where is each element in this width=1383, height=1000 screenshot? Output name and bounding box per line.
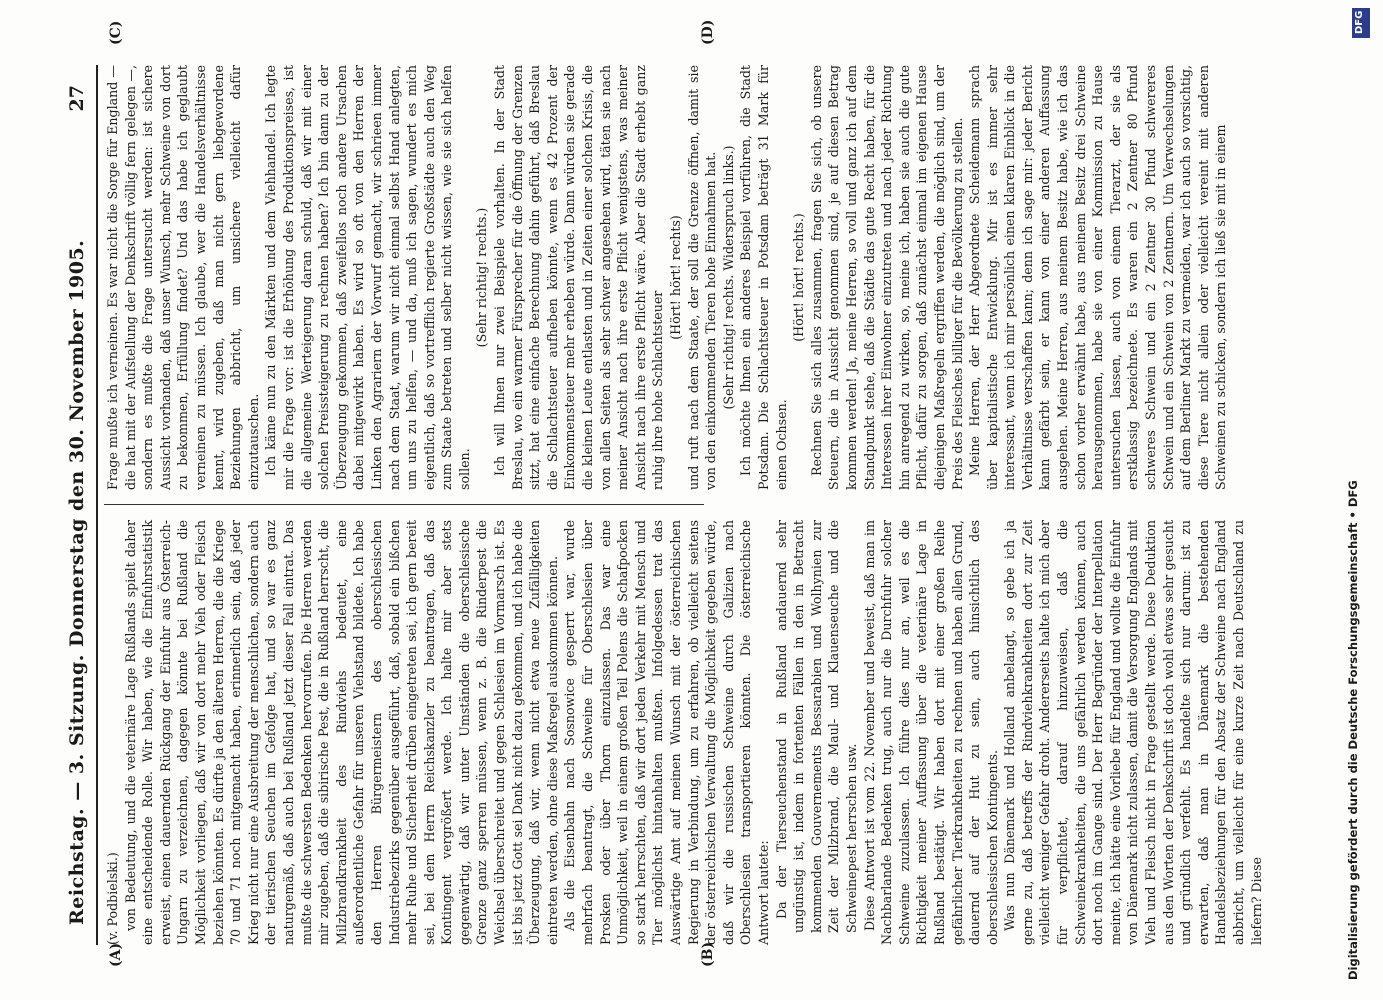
quotation: Da der Tierseuchenstand in Rußland andauernd sehr ungünstig ist, indem in fortenten Fällen in den in Betracht kommenden Gouvernements Bessarabien und Wolhynien zur Zeit der Milzbrand, die Maul- und Klauenseuche und die Schweinepest herrschen usw. <box>773 520 859 933</box>
running-head: Reichstag. — 3. Sitzung. Donnerstag den 30. November 1905. <box>66 239 88 925</box>
paragraph: Frage mußte ich verneinen. Es war nicht die Sorge für England — die hat mit der Aufstellung der Denkschrift völlig fern gelegen —, sondern es mußte die Frage untersucht werden: ist sichere Aussicht vorhanden, daß unser Wunsch, mehr Schweine von dort zu bekommen, Erfüllung findet? Und das habe ich geglaubt verneinen zu müssen. Ich glaube, wer die Handelsverhältnisse kennt, wird zugeben, daß man nicht gern liebgewordene Beziehungen abbricht, um unsichere vielleicht dafür einzutauschen. <box>105 65 261 490</box>
paragraph: Rechnen Sie sich alles zusammen, fragen Sie sich, ob unsere Steuern, die in Aussicht genommen sind, je auf diesen Betrag kommen werden! Ja, meine Herren, so voll und ganz ich auf dem Standpunkt stehe, daß die Städte das gute Recht haben, für die Interessen ihrer Einwohner einzutreten und nach jeder Richtung hin anregend zu wirken, so, meine ich, haben sie auch die gute Pflicht, dafür zu sorgen, daß zunächst einmal im eigenen Hause diejenigen Maßregeln ergriffen werden, die möglich sind, um der Preis des Fleisches billiger für die Bevölkerung zu stellen. <box>808 65 965 490</box>
page-number: 27 <box>66 85 88 112</box>
page-header <box>60 65 94 945</box>
interjection: (Sehr richtig! rechts.) <box>474 207 490 348</box>
interjection: (Hört! hört! rechts.) <box>791 213 807 342</box>
left-column <box>104 520 1265 945</box>
speaker-note: (v. Podbielski.) <box>105 852 120 945</box>
paragraph: Was nun Dänemark und Holland anbelangt, so gebe ich ja gerne zu, daß betreffs der Rindviehkrankheiten dort zur Zeit vielleicht weniger Gefahr droht. Andererseits halte ich mich aber für verpflichtet, darauf hinzuweisen, daß die Schweinekrankheiten, die uns gefährlich werden können, auch dort noch im Gange sind. Der Herr Begründer der Interpellation meinte, ich hätte eine Vorliebe für England und wollte die Einfuhr von Dänemark nicht zulassen, damit die Versorgung Englands mit Vieh und Fleisch nicht in Frage gestellt werde. Diese Deduktion aus den Worten der Denkschrift ist doch wohl etwas sehr gesucht und gründlich verfehlt. Es handelte sich nur darum: ist zu erwarten, daß man in Dänemark die bestehenden Handelsbeziehungen für den Absatz der Schweine nach England abbricht, um vielleicht für eine kurze Zeit nach Deutschland zu liefern? Diese <box>1002 520 1264 945</box>
margin-marker-b: (B) <box>700 941 716 967</box>
header-rule <box>96 65 98 945</box>
margin-marker-c: (C) <box>108 20 124 45</box>
margin-marker-a: (A) <box>108 942 124 967</box>
column-divider <box>104 504 704 505</box>
digitization-credit <box>1346 40 1366 980</box>
paragraph: Ich will Ihnen nur zwei Beispiele vorhalten. In der Stadt Breslau, wo ein warmer Fürsprecher für die Öffnung der Grenzen sitzt, hat eine einfache Berechnung dahin geführt, daß Breslau die Schlachtsteuer aufheben könnte, wenn es 42 Prozent der Einkommensteuer mehr erheben würde. Dann würden sie gerade die kleinen Leute entlasten und in Zeiten einer solchen Krisis, die von allen Seiten als sehr schwer angesehen wird, täten sie nach meiner Ansicht nach ihre erste Pflicht wenigstens, was meiner Ansicht nach ihre erste Pflicht wäre. Aber die Stadt erhebt ganz ruhig ihre hohe Schlachtsteuer <box>492 65 666 490</box>
credit-text: Digitalisierung gefördert durch die Deutsche Forschungsgemeinschaft • DFG <box>1346 480 1360 980</box>
interjection: (Hört! hört! rechts) <box>668 215 683 340</box>
paragraph: von Bedeutung, und die veterinäre Lage Rußlands spielt daher eine entscheidende Rolle. Wir haben, wie die Einfuhrstatistik erweist, einen dauernden Rückgang der Einfuhr aus Österreich-Ungarn zu verzeichnen, dagegen könnte bei Rußland die Möglichkeit vorliegen, daß wir von dort mehr Vieh oder Fleisch beziehen könnten. Es dürfte ja den älteren Herren, die die Kriege 70 und 71 noch mitgemacht haben, erinnerlich sein, daß jeder Krieg nicht nur eine Ausbreitung der menschlichen, sondern auch der tierischen Seuchen im Gefolge hat, und so war es ganz naturgemäß, daß auch bei Rußland jetzt dieser Fall eintrat. Das mußte die schwersten Bedenken hervorrufen. Die Herren werden mir zugeben, daß die sibirische Pest, die in Rußland herrscht, die Milzbrandkrankheit des Rindviehs bedeutet, eine außerordentliche Gefahr für unseren Viehstand bildete. Ich habe den Herren Bürgermeistern des oberschlesischen Industriebezirks gegenüber ausgeführt, daß, sobald ein bißchen mehr Ruhe und Sicherheit drüben eingetreten sei, ich gern bereit sei, bei dem Herrn Reichskanzler zu beantragen, daß das Kontingent vergrößert werde. Ich halte mir aber stets gegenwärtig, daß wir unter Umständen die oberschlesische Grenze ganz sperren müssen, wenn z. B. die Rinderpest die Weichsel überschreitet und gegen Schlesien im Vormarsch ist. Es ist bis jetzt Gott sei Dank nicht dazu gekommen, und ich habe die Überzeugung, daß wir, wenn nicht etwa neue Zufälligkeiten eintreten werden, ohne diese Maßregel auskommen können. <box>122 520 560 945</box>
margin-marker-d: (D) <box>700 19 716 45</box>
paragraph: Meine Herren, der Herr Abgeordnete Scheidemann sprach über kapitalistische Entwicklung. Mir ist es immer sehr interessant, wenn ich mir persönlich einen klaren Einblick in die Verhältnisse verschaffen kann; denn ich sage mir: jeder Bericht kann gefärbt sein, er kann von einer anderen Auffassung ausgehen. Meine Herren, aus meinem Besitz habe, wie ich das schon vorher erwähnt habe, aus meinem Besitz drei Schweine herausgenommen, habe sie von einer Kommission zu Hause untersuchen lassen, auch von einem Tierarzt, der sie als erstklassig bezeichnete. Es waren ein 2 Zentner 80 Pfund schweres Schwein und ein 2 Zentner 30 Pfund schwereres Schwein und ein Schwein von 2 Zentnern. Um Verwechselungen auf dem Berliner Markt zu vermeiden, war ich auch so vorsichtig, diese Tiere nicht allein oder vielleicht vereint mit anderen Schweinen zu schicken, sondern ich ließ sie mit in einem <box>967 65 1229 490</box>
rotated-page-content <box>60 19 1320 967</box>
interjection: (Sehr richtig! rechts. Widerspruch links.) <box>720 145 736 410</box>
paragraph: Ich käme nun zu den Märkten und dem Viehhandel. Ich legte mir die Frage vor: ist die Erhöhung des Produktionspreises, ist die allgemeine Werteigerung daran schuld, daß wir mit einer solchen Preissteigerung zu rechnen haben? Ich bin dann zu der Überzeugung gekommen, daß zweifellos noch andere Ursachen dabei mitgewirkt haben. Es wird so oft von den Herren der Linken den Agrariern der Vorwurf gemacht, wir schrieen immer nach dem Staat, warum wir nicht einmal selbst Hand anlegten, um uns zu helfen, — und da, muß ich sagen, wundert es mich eigentlich, daß so vortrefflich regierte Großstädte auch den Weg zum Staate betreten und selber nicht wissen, wie sie sich helfen sollen. <box>263 65 472 490</box>
paragraph: Ich möchte Ihnen ein anderes Beispiel vorführen, die Stadt Potsdam. Die Schlachtsteuer in Potsdam beträgt 31 Mark für einen Ochsen. <box>738 65 789 490</box>
paragraph: und ruft nach dem Staate, der soll die Grenze öffnen, damit sie von den einkommenden Tieren hohe Einnahmen hat. <box>685 65 719 490</box>
dfg-logo: DFG <box>1352 8 1370 38</box>
paragraph: Als die Eisenbahn nach Sosnowice gesperrt war, wurde mehrfach beantragt, die Schweine für Oberschlesien über Prosken oder über Thorn einzulassen. Das war eine Unmöglichkeit, weil in einem großen Teil Polens die Schafpocken so stark herrschten, daß wir dort jeden Verkehr mit Mensch und Tier möglichst hintanhalten mußten. Infolgedessen trat das Auswärtige Amt auf meinen Wunsch mit der österreichischen Regierung in Verbindung, um zu erfahren, ob vielleicht seitens der österreichischen Verwaltung die Möglichkeit gegeben würde, daß wir die russischen Schweine durch Galizien nach Oberschlesien transportieren könnten. Die österreichische Antwort lautete: <box>562 520 771 945</box>
paragraph: Diese Antwort ist vom 22. November und beweist, daß man im Nachbarlande Bedenken trug, auch nur die Durchfuhr solcher Schweine zuzulassen. Ich führe dies nur an, weil es die Richtigkeit meiner Auffassung über die veterinäre Lage in Rußland bestätigt. Wir haben dort mit einer großen Reihe gefährlicher Tierkrankheiten zu rechnen und haben allen Grund, dauernd auf der Hut zu sein, auch hinsichtlich des oberschlesischen Kontingents. <box>861 520 1000 945</box>
right-column <box>104 65 1230 490</box>
